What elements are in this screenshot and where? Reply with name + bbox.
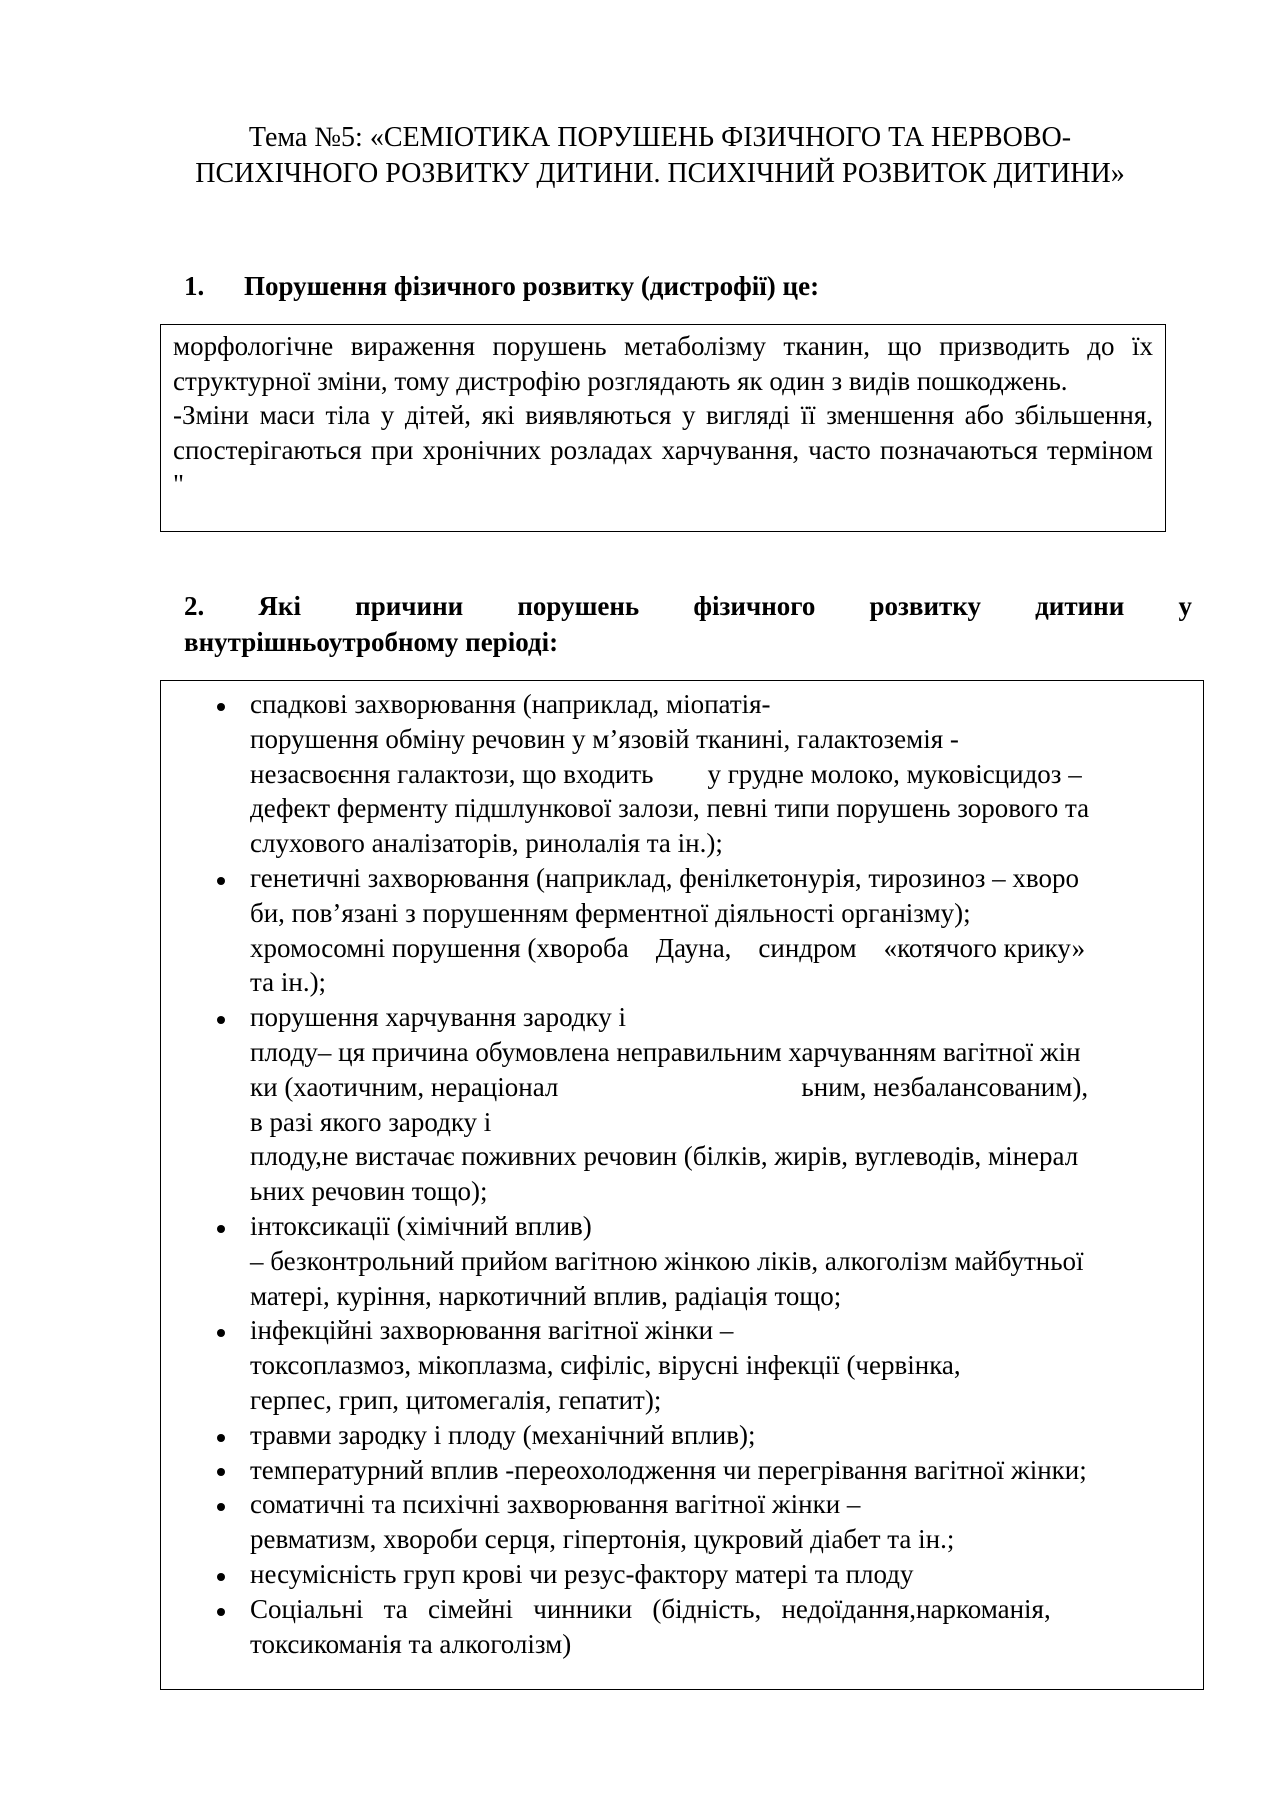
bullet-icon — [211, 1313, 231, 1348]
title-line-2: ПСИХІЧНОГО РОЗВИТКУ ДИТИНИ. ПСИХІЧНИЙ РОЗВИТОК ДИТИНИ» — [195, 158, 1125, 189]
list-item-line: температурний вплив -переохолодження чи перегрівання вагітної жінки; — [250, 1454, 1087, 1485]
list-item-line: ки (хаотичним, нераціонал ьним, незбалансованим), — [250, 1071, 1089, 1102]
bullet-icon — [211, 1418, 231, 1453]
list-item — [161, 687, 1191, 861]
list-item-line: токсоплазмоз, мікоплазма, сифіліс, вірусні інфекції (червінка, — [250, 1350, 961, 1381]
list-item-line: слухового аналізаторів, ринолалія та ін.); — [250, 828, 723, 859]
list-item-line: Соціальні та сімейні чинники (бідність, недоїдання,наркоманія, — [250, 1593, 1051, 1624]
question-2-word: 2. — [184, 591, 205, 621]
list-item-line: генетичні захворювання (наприклад, фенілкетонурія, тирозиноз – хворо — [250, 862, 1079, 893]
bullet-icon — [211, 1209, 231, 1244]
answer-box-2 — [160, 680, 1204, 1690]
list-item — [161, 861, 1191, 1000]
bullet-icon — [211, 1487, 231, 1522]
list-item-line: ьних речовин тощо); — [250, 1176, 488, 1207]
question-1-text: Порушення фізичного розвитку (дистрофії) це: — [244, 271, 820, 301]
list-item — [161, 1453, 1191, 1488]
list-item-line: несумісність груп крові чи резус-фактору матері та плоду — [250, 1558, 914, 1589]
list-item-line: би, пов’язані з порушенням ферментної діяльності організму); — [250, 897, 971, 928]
causes-list — [161, 687, 1191, 1661]
list-item-line: порушення обміну речовин у м’язовій тканині, галактоземія - — [250, 723, 959, 754]
page-title — [140, 120, 1180, 192]
bullet-icon — [211, 687, 231, 722]
question-2-line-2: внутрішньоутробному періоді: — [184, 627, 559, 657]
bullet-icon — [211, 1557, 231, 1592]
list-item-line: герпес, грип, цитомегалія, гепатит); — [250, 1384, 662, 1415]
question-2-word: у — [1178, 591, 1192, 621]
list-item-line: плоду,не вистачає поживних речовин (білків, жирів, вуглеводів, мінерал — [250, 1141, 1079, 1172]
title-line-1: Тема №5: «СЕМІОТИКА ПОРУШЕНЬ ФІЗИЧНОГО ТА НЕРВОВО- — [248, 122, 1072, 153]
list-item-line: спадкові захворювання (наприклад, міопатія- — [250, 689, 771, 719]
list-item-line: хромосомні порушення (хвороба Дауна, синдром «котячого крику» — [250, 932, 1086, 963]
question-2-word: причини — [355, 591, 464, 621]
list-item — [161, 1418, 1191, 1453]
list-item — [161, 1487, 1191, 1557]
list-item-line: плоду– ця причина обумовлена неправильним харчуванням вагітної жін — [250, 1036, 1081, 1067]
list-item — [161, 1557, 1191, 1592]
bullet-icon — [211, 1592, 231, 1627]
list-item — [161, 1000, 1191, 1209]
list-item-line: інфекційні захворювання вагітної жінки – — [250, 1315, 734, 1346]
question-2-line-1 — [184, 588, 1192, 624]
list-item-line: – безконтрольний прийом вагітною жінкою ліків, алкоголізм майбутньої — [250, 1245, 1084, 1276]
list-item-line: дефект ферменту підшлункової залози, певні типи порушень зорового та — [250, 793, 1090, 824]
question-2-word: фізичного — [693, 591, 816, 621]
list-item-line: порушення харчування зародку і — [250, 1002, 627, 1033]
answer-box-1 — [160, 324, 1166, 532]
list-item — [161, 1592, 1191, 1662]
question-1-heading — [184, 268, 819, 304]
answer-1-paragraph-2: -Зміни маси тіла у дітей, які виявляються у вигляді її зменшення або збільшення, спостерігаються при хронічних розладах харчування, часто позначаються терміном " — [173, 400, 1153, 499]
list-item-line: матері, куріння, наркотичний вплив, радіація тощо; — [250, 1280, 842, 1311]
question-2-word: дитини — [1035, 591, 1125, 621]
question-2-heading — [184, 588, 1192, 660]
bullet-icon — [211, 1000, 231, 1035]
list-item-line: ревматизм, хвороби серця, гіпертонія, цукровий діабет та ін.; — [250, 1524, 955, 1555]
question-2-word: розвитку — [869, 591, 981, 621]
list-item-line: незасвоєння галактози, що входить у грудне молоко, муковісцидоз – — [250, 758, 1082, 789]
list-item-line: та ін.); — [250, 967, 327, 998]
list-item — [161, 1313, 1191, 1417]
list-item-line: в разі якого зародку і — [250, 1106, 492, 1137]
bullet-icon — [211, 1453, 231, 1488]
answer-1-paragraph-1: морфологічне вираження порушень метаболізму тканин, що призводить до їх структурної зміни, тому дистрофію розглядають як один з видів пошкоджень. — [173, 331, 1153, 396]
list-item-line: травми зародку і плоду (механічний вплив); — [250, 1419, 756, 1450]
list-item-line: інтоксикації (хімічний вплив) — [250, 1210, 592, 1241]
list-item-line: токсикоманія та алкоголізм) — [250, 1628, 572, 1659]
list-item — [161, 1209, 1191, 1313]
question-2-word: порушень — [517, 591, 640, 621]
question-2-word: Які — [258, 591, 301, 621]
bullet-icon — [211, 861, 231, 896]
list-item-line: соматичні та психічні захворювання вагітної жінки – — [250, 1489, 861, 1520]
question-1-number: 1. — [184, 271, 205, 301]
